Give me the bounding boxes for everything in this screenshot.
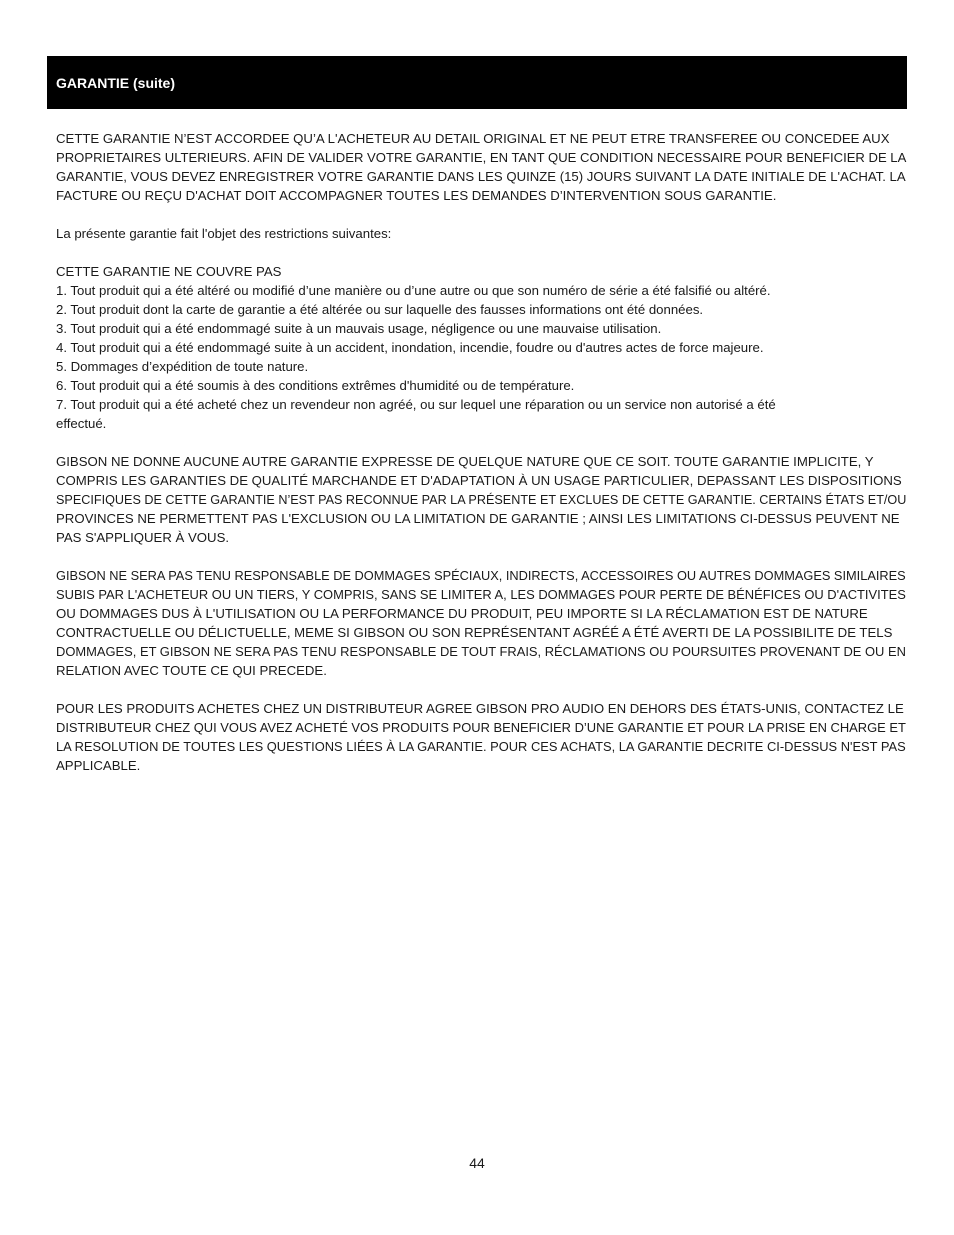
text-line: APPLICABLE. [56,758,141,773]
list-item: 2. Tout produit dont la carte de garantie a été altérée ou sur laquelle des fausses informations ont été données. [56,302,704,317]
text-line: CETTE GARANTIE N’EST ACCORDEE QU’A L'ACHETEUR AU DETAIL ORIGINAL ET NE PEUT ETRE TRANSFEREE OU CONCEDEE AUX [56,131,890,146]
list-item-continuation: effectué. [56,416,107,431]
text-line: GIBSON NE DONNE AUCUNE AUTRE GARANTIE EXPRESSE DE QUELQUE NATURE QUE CE SOIT. TOUTE GARANTIE IMPLICITE, Y [56,454,874,469]
text-line: DOMMAGES, ET GIBSON NE SERA PAS TENU RESPONSABLE DE TOUT FRAIS, RÉCLAMATIONS OU POURSUITES PROVENANT DE OU EN [56,644,906,659]
text-line: SUBIS PAR L'ACHETEUR OU UN TIERS, Y COMPRIS, SANS SE LIMITER A, LES DOMMAGES POUR PERTE DE BÉNÉFICES OU D'ACTIVITES [56,587,906,602]
list-item: 5. Dommages d’expédition de toute nature. [56,359,309,374]
text-line: OU DOMMAGES DUS À L'UTILISATION OU LA PERFORMANCE DU PRODUIT, PEU IMPORTE SI LA RÉCLAMATION EST DE NATURE [56,606,868,621]
list-item: 6. Tout produit qui a été soumis à des conditions extrêmes d'humidité ou de température. [56,378,575,393]
text-line: PROPRIETAIRES ULTERIEURS. AFIN DE VALIDER VOTRE GARANTIE, EN TANT QUE CONDITION NECESSAIRE POUR BENEFICIER DE LA [56,150,907,165]
list-heading: CETTE GARANTIE NE COUVRE PAS [56,264,282,279]
text-line: RELATION AVEC TOUTE CE QUI PRECEDE. [56,663,327,678]
text-line: SPECIFIQUES DE CETTE GARANTIE N’EST PAS RECONNUE PAR LA PRÉSENTE ET EXCLUES DE CETTE GARANTIE. CERTAINS ÉTATS ET/OU [56,492,907,507]
list-item: 4. Tout produit qui a été endommagé suite à un accident, inondation, incendie, foudre ou d'autres actes de force majeure. [56,340,764,355]
text-line: PAS S'APPLIQUER À VOUS. [56,530,230,545]
text-line: La présente garantie fait l'objet des restrictions suivantes: [56,226,392,241]
section-header-bar [47,56,907,109]
text-line: LA RESOLUTION DE TOUTES LES QUESTIONS LIÉES À LA GARANTIE. POUR CES ACHATS, LA GARANTIE DECRITE CI-DESSUS N'EST PAS [56,739,906,754]
list-item: 7. Tout produit qui a été acheté chez un revendeur non agréé, ou sur lequel une réparation ou un service non autorisé a été [56,397,776,412]
document-body [56,129,906,794]
paragraph-restrictions-intro [56,224,906,243]
text-line: PROVINCES NE PERMETTENT PAS L'EXCLUSION OU LA LIMITATION DE GARANTIE ; AINSI LES LIMITATIONS CI-DESSUS PEUVENT NE [56,511,900,526]
text-line: POUR LES PRODUITS ACHETES CHEZ UN DISTRIBUTEUR AGREE GIBSON PRO AUDIO EN DEHORS DES ÉTATS-UNIS, CONTACTEZ LE [56,701,904,716]
paragraph-implied-warranty [56,452,906,547]
paragraph-transfer-conditions [56,129,906,205]
paragraph-exclusions-list [56,262,906,433]
text-line: GIBSON NE SERA PAS TENU RESPONSABLE DE DOMMAGES SPÉCIAUX, INDIRECTS, ACCESSOIRES OU AUTRES DOMMAGES SIMILAIRES [56,568,906,583]
section-title: GARANTIE (suite) [56,74,175,91]
text-line: FACTURE OU REÇU D'ACHAT DOIT ACCOMPAGNER TOUTES LES DEMANDES D’INTERVENTION SOUS GARANTIE. [56,188,777,203]
text-line: CONTRACTUELLE OU DÉLICTUELLE, MEME SI GIBSON OU SON REPRÉSENTANT AGRÉÉ A ÉTÉ AVERTI DE LA POSSIBILITE DE TELS [56,625,893,640]
text-line: DISTRIBUTEUR CHEZ QUI VOUS AVEZ ACHETÉ VOS PRODUITS POUR BENEFICIER D’UNE GARANTIE ET POUR LA PRISE EN CHARGE ET [56,720,906,735]
paragraph-liability [56,566,906,680]
page-number: 44 [469,1155,485,1171]
text-line: GARANTIE, VOUS DEVEZ ENREGISTRER VOTRE GARANTIE DANS LES QUINZE (15) JOURS SUIVANT LA DATE INITIALE DE L'ACHAT. LA [56,169,906,184]
paragraph-international [56,699,906,775]
list-item: 3. Tout produit qui a été endommagé suite à un mauvais usage, négligence ou une mauvaise utilisation. [56,321,662,336]
list-item: 1. Tout produit qui a été altéré ou modifié d’une manière ou d’une autre ou que son numéro de série a été falsifié ou altéré. [56,283,771,298]
text-line: COMPRIS LES GARANTIES DE QUALITÉ MARCHANDE ET D'ADAPTATION À UN USAGE PARTICULIER, DEPASSANT LES DISPOSITIONS [56,473,902,488]
